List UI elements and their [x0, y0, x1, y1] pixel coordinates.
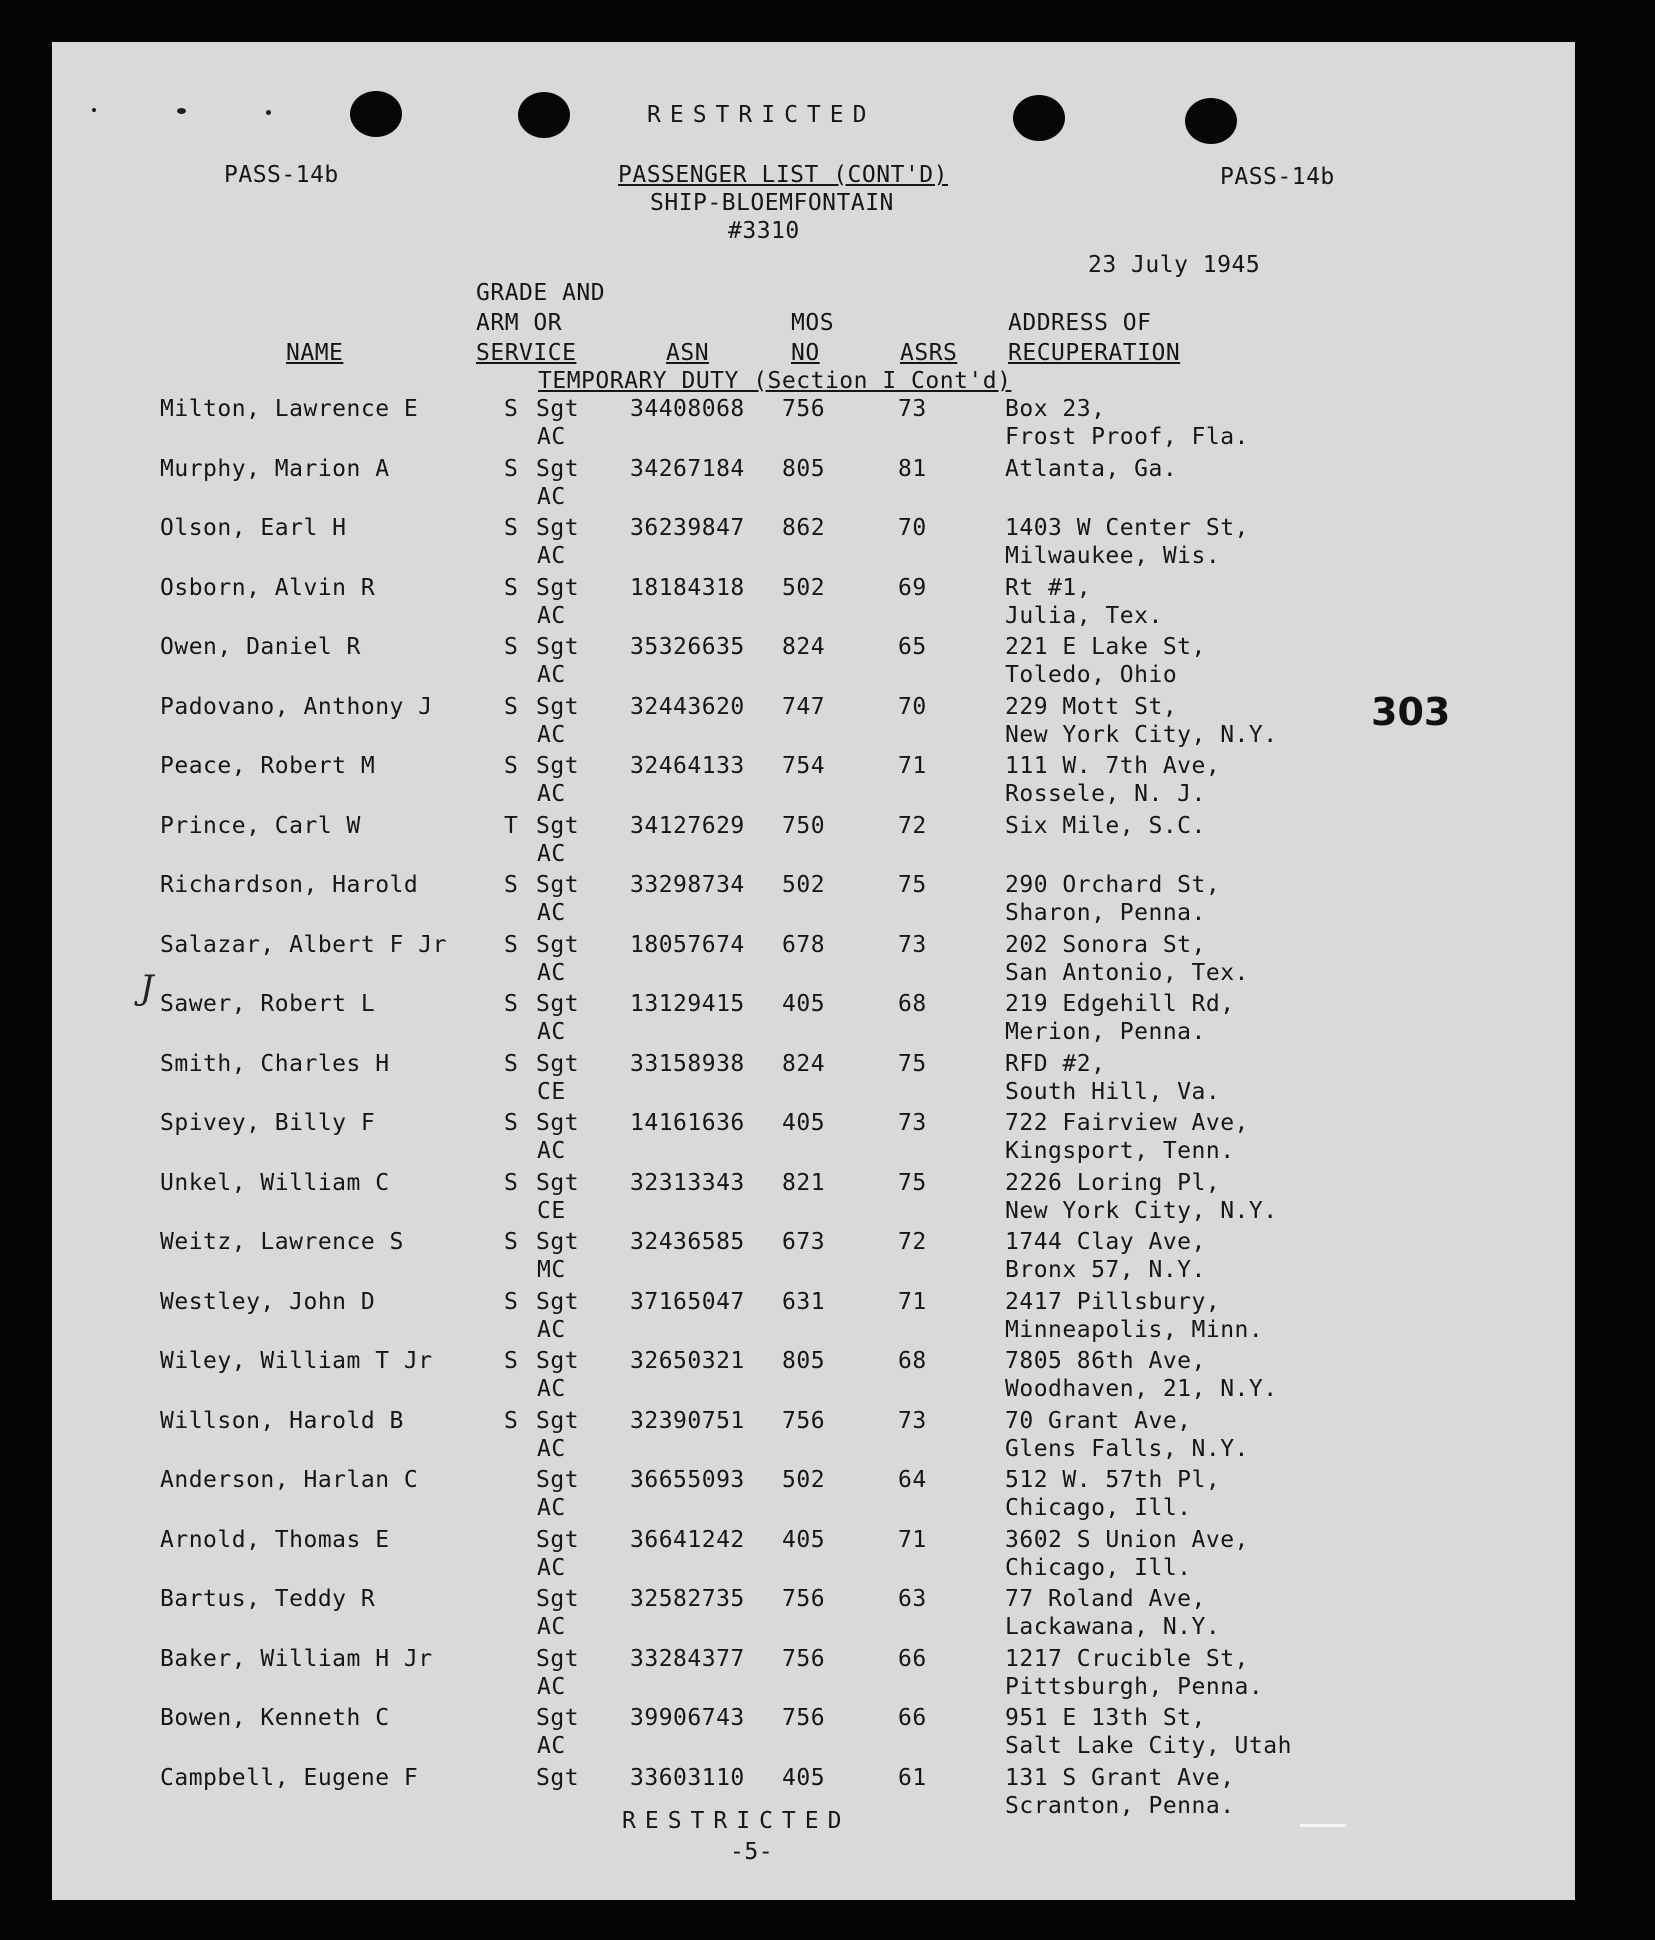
stamp-number: 303: [1371, 690, 1451, 734]
asn-number: 32443620: [630, 694, 745, 720]
passenger-name: Spivey, Billy F: [160, 1110, 376, 1136]
asrs-score: 73: [898, 1110, 927, 1136]
restricted-header: RESTRICTED: [647, 102, 876, 128]
mos-number: 750: [782, 813, 826, 839]
arm-of-service: AC: [537, 1555, 566, 1581]
passenger-name: Peace, Robert M: [160, 753, 376, 779]
mos-number: 756: [782, 1408, 826, 1434]
arm-of-service: AC: [537, 1376, 566, 1402]
grade: Sgt: [536, 1646, 580, 1672]
address-line-1: Atlanta, Ga.: [1005, 456, 1178, 482]
asrs-score: 75: [898, 1051, 927, 1077]
form-number-left: PASS-14b: [224, 162, 339, 188]
column-header-name: NAME: [286, 340, 344, 366]
grade: Sgt: [536, 694, 580, 720]
grade: Sgt: [536, 1467, 580, 1493]
address-line-2: Merion, Penna.: [1005, 1019, 1206, 1045]
asn-number: 35326635: [630, 634, 745, 660]
grade: Sgt: [536, 1765, 580, 1791]
grade: Sgt: [536, 396, 580, 422]
asn-number: 34127629: [630, 813, 745, 839]
asn-number: 32313343: [630, 1170, 745, 1196]
asrs-score: 75: [898, 1170, 927, 1196]
status-code: S: [504, 872, 519, 898]
punch-hole-3: [1013, 95, 1065, 141]
asn-number: 18184318: [630, 575, 745, 601]
mos-number: 502: [782, 1467, 826, 1493]
asrs-score: 75: [898, 872, 927, 898]
address-line-2: Chicago, Ill.: [1005, 1555, 1192, 1581]
address-line-2: Bronx 57, N.Y.: [1005, 1257, 1206, 1283]
status-code: S: [504, 634, 519, 660]
address-line-1: 722 Fairview Ave,: [1005, 1110, 1249, 1136]
address-line-1: 512 W. 57th Pl,: [1005, 1467, 1221, 1493]
mos-number: 405: [782, 991, 826, 1017]
column-header-asn: ASN: [666, 340, 710, 366]
passenger-name: Arnold, Thomas E: [160, 1527, 390, 1553]
mos-number: 805: [782, 456, 826, 482]
arm-of-service: AC: [537, 1436, 566, 1462]
address-line-2: Lackawana, N.Y.: [1005, 1614, 1221, 1640]
address-line-1: 1744 Clay Ave,: [1005, 1229, 1206, 1255]
asrs-score: 71: [898, 1289, 927, 1315]
asn-number: 37165047: [630, 1289, 745, 1315]
column-header-grade-2: ARM OR: [476, 310, 563, 336]
column-header-mos-1: MOS: [791, 310, 835, 336]
column-header-grade-1: GRADE AND: [476, 280, 606, 306]
asn-number: 34267184: [630, 456, 745, 482]
grade: Sgt: [536, 515, 580, 541]
asn-number: 36641242: [630, 1527, 745, 1553]
passenger-name: Baker, William H Jr: [160, 1646, 433, 1672]
arm-of-service: AC: [537, 662, 566, 688]
address-line-2: Woodhaven, 21, N.Y.: [1005, 1376, 1278, 1402]
restricted-footer: RESTRICTED: [622, 1808, 851, 1834]
asn-number: 36239847: [630, 515, 745, 541]
edge-mark: [1300, 1824, 1346, 1827]
asrs-score: 66: [898, 1646, 927, 1672]
arm-of-service: AC: [537, 1138, 566, 1164]
page-number: -5-: [730, 1839, 774, 1865]
speck-mark: [177, 108, 186, 114]
arm-of-service: AC: [537, 1614, 566, 1640]
asrs-score: 61: [898, 1765, 927, 1791]
arm-of-service: CE: [537, 1079, 566, 1105]
grade: Sgt: [536, 1110, 580, 1136]
passenger-name: Olson, Earl H: [160, 515, 347, 541]
address-line-1: 202 Sonora St,: [1005, 932, 1206, 958]
address-line-2: Toledo, Ohio: [1005, 662, 1178, 688]
address-line-1: 3602 S Union Ave,: [1005, 1527, 1249, 1553]
address-line-1: 111 W. 7th Ave,: [1005, 753, 1221, 779]
asrs-score: 65: [898, 634, 927, 660]
mos-number: 405: [782, 1765, 826, 1791]
asrs-score: 72: [898, 1229, 927, 1255]
address-line-2: Pittsburgh, Penna.: [1005, 1674, 1264, 1700]
passenger-name: Bowen, Kenneth C: [160, 1705, 390, 1731]
arm-of-service: MC: [537, 1257, 566, 1283]
grade: Sgt: [536, 456, 580, 482]
mos-number: 754: [782, 753, 826, 779]
asn-number: 39906743: [630, 1705, 745, 1731]
mos-number: 747: [782, 694, 826, 720]
grade: Sgt: [536, 1408, 580, 1434]
passenger-name: Sawer, Robert L: [160, 991, 376, 1017]
address-line-1: 2417 Pillsbury,: [1005, 1289, 1221, 1315]
address-line-2: South Hill, Va.: [1005, 1079, 1221, 1105]
arm-of-service: AC: [537, 1733, 566, 1759]
asrs-score: 66: [898, 1705, 927, 1731]
passenger-name: Unkel, William C: [160, 1170, 390, 1196]
address-line-2: Scranton, Penna.: [1005, 1793, 1235, 1819]
address-line-1: 2226 Loring Pl,: [1005, 1170, 1221, 1196]
form-number-right: PASS-14b: [1220, 164, 1335, 190]
grade: Sgt: [536, 872, 580, 898]
mos-number: 405: [782, 1110, 826, 1136]
asn-number: 32436585: [630, 1229, 745, 1255]
arm-of-service: AC: [537, 484, 566, 510]
asrs-score: 69: [898, 575, 927, 601]
asrs-score: 64: [898, 1467, 927, 1493]
passenger-name: Bartus, Teddy R: [160, 1586, 376, 1612]
address-line-1: 77 Roland Ave,: [1005, 1586, 1206, 1612]
passenger-name: Willson, Harold B: [160, 1408, 404, 1434]
address-line-2: Frost Proof, Fla.: [1005, 424, 1249, 450]
status-code: S: [504, 1051, 519, 1077]
address-line-1: 7805 86th Ave,: [1005, 1348, 1206, 1374]
asn-number: 33158938: [630, 1051, 745, 1077]
asrs-score: 70: [898, 694, 927, 720]
address-line-2: Sharon, Penna.: [1005, 900, 1206, 926]
asn-number: 34408068: [630, 396, 745, 422]
passenger-name: Padovano, Anthony J: [160, 694, 433, 720]
arm-of-service: AC: [537, 543, 566, 569]
arm-of-service: AC: [537, 960, 566, 986]
column-header-grade-3: SERVICE: [476, 340, 577, 366]
arm-of-service: AC: [537, 1019, 566, 1045]
arm-of-service: AC: [537, 781, 566, 807]
column-header-mos-2: NO: [791, 340, 820, 366]
address-line-1: RFD #2,: [1005, 1051, 1106, 1077]
address-line-2: Glens Falls, N.Y.: [1005, 1436, 1249, 1462]
address-line-2: Chicago, Ill.: [1005, 1495, 1192, 1521]
asn-number: 32390751: [630, 1408, 745, 1434]
mos-number: 631: [782, 1289, 826, 1315]
passenger-name: Milton, Lawrence E: [160, 396, 419, 422]
passenger-name: Westley, John D: [160, 1289, 376, 1315]
asrs-score: 73: [898, 396, 927, 422]
arm-of-service: AC: [537, 1317, 566, 1343]
address-line-1: 1403 W Center St,: [1005, 515, 1249, 541]
column-header-address-1: ADDRESS OF: [1008, 310, 1152, 336]
grade: Sgt: [536, 991, 580, 1017]
passenger-name: Salazar, Albert F Jr: [160, 932, 447, 958]
passenger-name: Anderson, Harlan C: [160, 1467, 419, 1493]
passenger-name: Richardson, Harold: [160, 872, 419, 898]
arm-of-service: AC: [537, 1674, 566, 1700]
address-line-2: New York City, N.Y.: [1005, 722, 1278, 748]
asn-number: 32650321: [630, 1348, 745, 1374]
status-code: S: [504, 932, 519, 958]
mos-number: 756: [782, 1646, 826, 1672]
arm-of-service: AC: [537, 722, 566, 748]
address-line-2: Julia, Tex.: [1005, 603, 1163, 629]
asn-number: 32464133: [630, 753, 745, 779]
mos-number: 502: [782, 575, 826, 601]
mos-number: 805: [782, 1348, 826, 1374]
grade: Sgt: [536, 932, 580, 958]
asn-number: 33603110: [630, 1765, 745, 1791]
mos-number: 756: [782, 1586, 826, 1612]
mos-number: 405: [782, 1527, 826, 1553]
document-page: [52, 42, 1575, 1900]
asn-number: 14161636: [630, 1110, 745, 1136]
asrs-score: 73: [898, 1408, 927, 1434]
asrs-score: 71: [898, 1527, 927, 1553]
punch-hole-2: [518, 92, 570, 138]
status-code: S: [504, 753, 519, 779]
status-code: S: [504, 991, 519, 1017]
mos-number: 673: [782, 1229, 826, 1255]
grade: Sgt: [536, 634, 580, 660]
asn-number: 13129415: [630, 991, 745, 1017]
grade: Sgt: [536, 1229, 580, 1255]
passenger-name: Owen, Daniel R: [160, 634, 361, 660]
asn-number: 33298734: [630, 872, 745, 898]
document-title: PASSENGER LIST (CONT'D): [618, 162, 948, 188]
speck-mark: [92, 108, 96, 112]
address-line-1: 70 Grant Ave,: [1005, 1408, 1192, 1434]
passenger-name: Campbell, Eugene F: [160, 1765, 419, 1791]
asn-number: 18057674: [630, 932, 745, 958]
arm-of-service: CE: [537, 1198, 566, 1224]
grade: Sgt: [536, 1527, 580, 1553]
address-line-1: 221 E Lake St,: [1005, 634, 1206, 660]
status-code: S: [504, 1110, 519, 1136]
ship-name: SHIP-BLOEMFONTAIN: [650, 190, 894, 216]
asrs-score: 73: [898, 932, 927, 958]
arm-of-service: AC: [537, 1495, 566, 1521]
address-line-1: 1217 Crucible St,: [1005, 1646, 1249, 1672]
asn-number: 32582735: [630, 1586, 745, 1612]
status-code: S: [504, 1348, 519, 1374]
document-date: 23 July 1945: [1088, 252, 1261, 278]
grade: Sgt: [536, 575, 580, 601]
passenger-name: Prince, Carl W: [160, 813, 361, 839]
mos-number: 821: [782, 1170, 826, 1196]
handwritten-initial: J: [140, 968, 154, 1008]
grade: Sgt: [536, 1586, 580, 1612]
mos-number: 862: [782, 515, 826, 541]
status-code: T: [504, 813, 519, 839]
address-line-1: Rt #1,: [1005, 575, 1092, 601]
status-code: S: [504, 575, 519, 601]
asrs-score: 68: [898, 991, 927, 1017]
address-line-1: 219 Edgehill Rd,: [1005, 991, 1235, 1017]
address-line-1: 229 Mott St,: [1005, 694, 1178, 720]
grade: Sgt: [536, 1348, 580, 1374]
address-line-2: Milwaukee, Wis.: [1005, 543, 1221, 569]
address-line-2: New York City, N.Y.: [1005, 1198, 1278, 1224]
passenger-name: Osborn, Alvin R: [160, 575, 376, 601]
grade: Sgt: [536, 1170, 580, 1196]
grade: Sgt: [536, 753, 580, 779]
asrs-score: 72: [898, 813, 927, 839]
address-line-2: Salt Lake City, Utah: [1005, 1733, 1292, 1759]
asrs-score: 70: [898, 515, 927, 541]
section-label: TEMPORARY DUTY (Section I Cont'd): [538, 368, 1012, 394]
asrs-score: 68: [898, 1348, 927, 1374]
speck-mark: [266, 110, 271, 115]
address-line-1: 131 S Grant Ave,: [1005, 1765, 1235, 1791]
mos-number: 824: [782, 634, 826, 660]
punch-hole-1: [350, 91, 402, 137]
status-code: S: [504, 1170, 519, 1196]
ship-number: #3310: [728, 218, 800, 244]
grade: Sgt: [536, 1289, 580, 1315]
arm-of-service: AC: [537, 424, 566, 450]
address-line-2: San Antonio, Tex.: [1005, 960, 1249, 986]
status-code: S: [504, 694, 519, 720]
mos-number: 756: [782, 396, 826, 422]
arm-of-service: AC: [537, 603, 566, 629]
status-code: S: [504, 1408, 519, 1434]
column-header-address-2: RECUPERATION: [1008, 340, 1181, 366]
mos-number: 678: [782, 932, 826, 958]
punch-hole-4: [1185, 98, 1237, 144]
address-line-1: Box 23,: [1005, 396, 1106, 422]
address-line-2: Kingsport, Tenn.: [1005, 1138, 1235, 1164]
arm-of-service: AC: [537, 841, 566, 867]
status-code: S: [504, 456, 519, 482]
grade: Sgt: [536, 1051, 580, 1077]
address-line-1: 951 E 13th St,: [1005, 1705, 1206, 1731]
status-code: S: [504, 396, 519, 422]
address-line-1: 290 Orchard St,: [1005, 872, 1221, 898]
passenger-name: Weitz, Lawrence S: [160, 1229, 404, 1255]
mos-number: 756: [782, 1705, 826, 1731]
status-code: S: [504, 1289, 519, 1315]
status-code: S: [504, 515, 519, 541]
asn-number: 33284377: [630, 1646, 745, 1672]
asrs-score: 71: [898, 753, 927, 779]
grade: Sgt: [536, 813, 580, 839]
address-line-1: Six Mile, S.C.: [1005, 813, 1206, 839]
address-line-2: Rossele, N. J.: [1005, 781, 1206, 807]
mos-number: 502: [782, 872, 826, 898]
arm-of-service: AC: [537, 900, 566, 926]
asrs-score: 81: [898, 456, 927, 482]
address-line-2: Minneapolis, Minn.: [1005, 1317, 1264, 1343]
grade: Sgt: [536, 1705, 580, 1731]
status-code: S: [504, 1229, 519, 1255]
passenger-name: Smith, Charles H: [160, 1051, 390, 1077]
column-header-asrs: ASRS: [900, 340, 958, 366]
asn-number: 36655093: [630, 1467, 745, 1493]
asrs-score: 63: [898, 1586, 927, 1612]
passenger-name: Murphy, Marion A: [160, 456, 390, 482]
passenger-name: Wiley, William T Jr: [160, 1348, 433, 1374]
mos-number: 824: [782, 1051, 826, 1077]
